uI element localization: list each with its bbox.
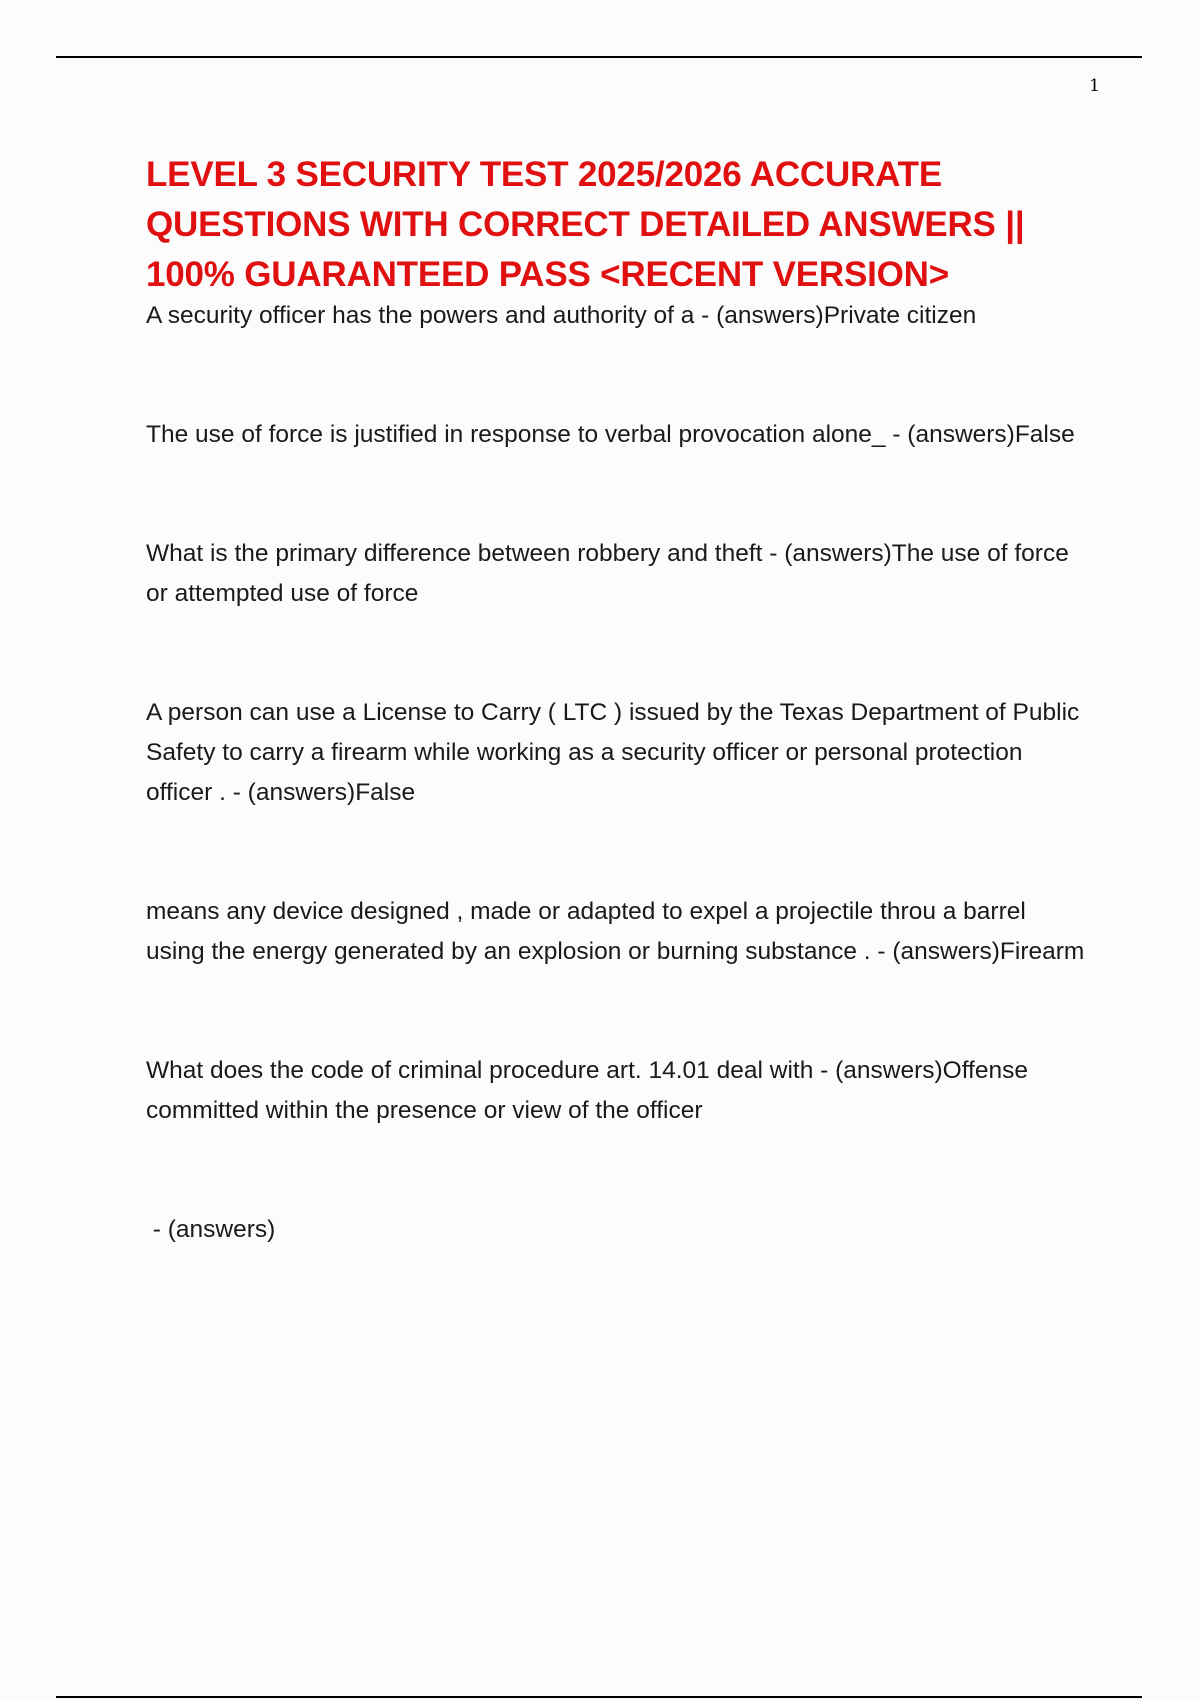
page-number: 1: [1089, 76, 1100, 96]
footer-rule: [56, 1696, 1142, 1698]
header-rule: [56, 56, 1142, 58]
document-title: LEVEL 3 SECURITY TEST 2025/2026 ACCURATE QUESTIONS WITH CORRECT DETAILED ANSWERS || 100% GUARANTEED PASS <RECENT VERSION>: [146, 155, 1025, 294]
qa-item: What does the code of criminal procedure art. 14.01 deal with - (answers)Offense committed within the presence or view of the officer: [146, 1057, 1028, 1124]
document-body: [146, 150, 1091, 1250]
qa-item: A security officer has the powers and authority of a - (answers)Private citizen: [146, 302, 977, 329]
qa-item: What is the primary difference between robbery and theft - (answers)The use of force or attempted use of force: [146, 540, 1069, 607]
qa-item: - (answers): [146, 1216, 276, 1243]
qa-item: means any device designed , made or adapted to expel a projectile throu a barrel using the energy generated by an explosion or burning substance . - (answers)Firearm: [146, 898, 1085, 965]
qa-item: The use of force is justified in response to verbal provocation alone_ - (answers)False: [146, 421, 1075, 448]
qa-item: A person can use a License to Carry ( LTC ) issued by the Texas Department of Public Safety to carry a firearm while working as a security officer or personal protection officer . - (answers)False: [146, 699, 1080, 806]
